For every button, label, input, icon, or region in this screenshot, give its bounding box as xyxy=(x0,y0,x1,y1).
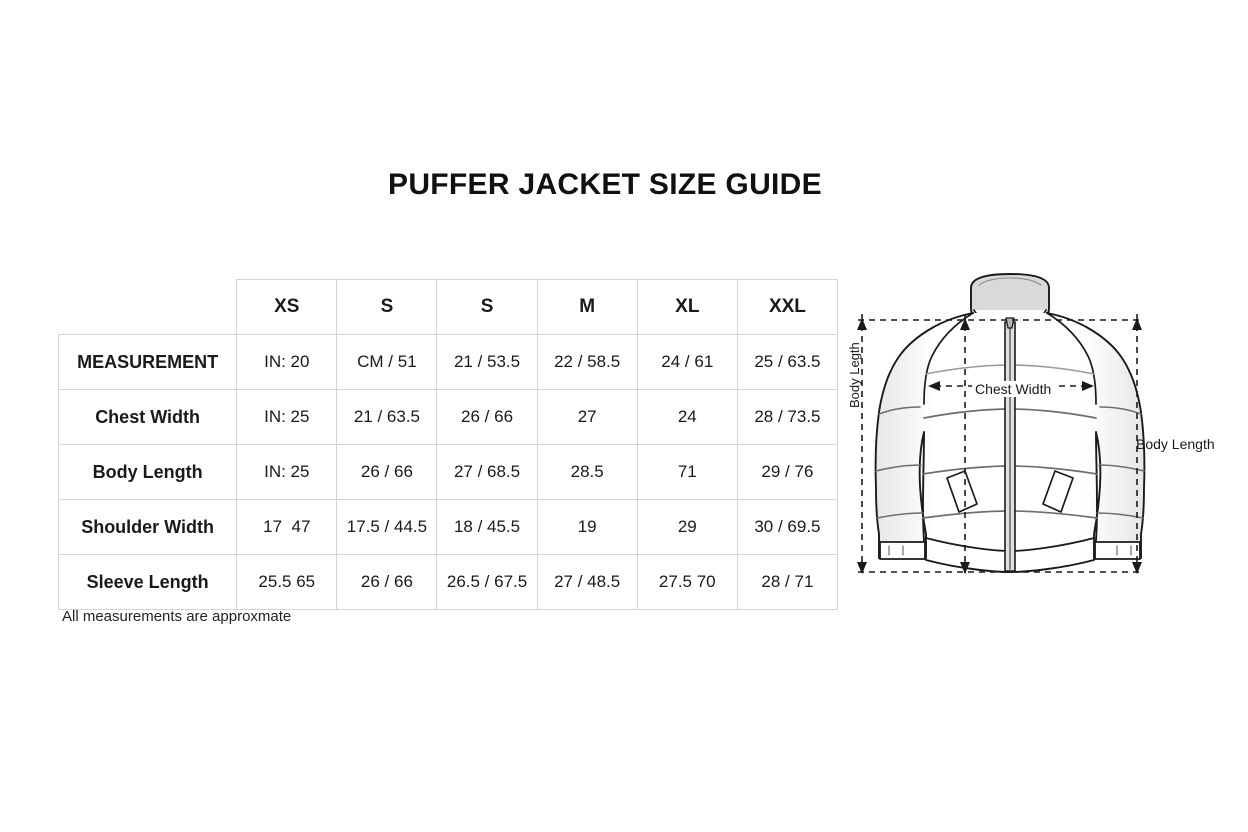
size-chart-table xyxy=(58,279,838,610)
column-header-s2: S xyxy=(437,280,537,335)
cell: 24 / 61 xyxy=(637,335,737,390)
chest-width-label: Chest Width xyxy=(972,381,1054,397)
cell: 29 / 76 xyxy=(737,445,837,500)
table-row xyxy=(59,390,838,445)
cell: 25.5 65 xyxy=(237,555,337,610)
column-header-blank xyxy=(59,280,237,335)
row-label-sleeve-length: Sleeve Length xyxy=(59,555,237,610)
cell: 21 / 53.5 xyxy=(437,335,537,390)
cell: IN: 25 xyxy=(237,390,337,445)
cell: 27.5 70 xyxy=(637,555,737,610)
cell: 30 / 69.5 xyxy=(737,500,837,555)
cell: 25 / 63.5 xyxy=(737,335,837,390)
cell: 18 / 45.5 xyxy=(437,500,537,555)
row-label-chest-width: Chest Width xyxy=(59,390,237,445)
cell: 21 / 63.5 xyxy=(337,390,437,445)
body-legth-label: Body Legth xyxy=(847,342,862,408)
page-title: PUFFER JACKET SIZE GUIDE xyxy=(388,168,822,201)
cell: 26 / 66 xyxy=(437,390,537,445)
cell: 27 / 68.5 xyxy=(437,445,537,500)
cell: IN: 20 xyxy=(237,335,337,390)
column-header-xs: XS xyxy=(237,280,337,335)
cell: 28.5 xyxy=(537,445,637,500)
row-label-measurement: MEASUREMENT xyxy=(59,335,237,390)
size-chart-container xyxy=(58,279,838,610)
cell: 26 / 66 xyxy=(337,445,437,500)
table-row xyxy=(59,555,838,610)
cell: 27 xyxy=(537,390,637,445)
cell: 27 / 48.5 xyxy=(537,555,637,610)
body-length-label: Body Length xyxy=(1136,436,1215,452)
row-label-body-length: Body Length xyxy=(59,445,237,500)
cell: 19 xyxy=(537,500,637,555)
cell: CM / 51 xyxy=(337,335,437,390)
table-row xyxy=(59,445,838,500)
cell: 28 / 73.5 xyxy=(737,390,837,445)
jacket-diagram xyxy=(840,266,1240,596)
column-header-xxl: XXL xyxy=(737,280,837,335)
table-row xyxy=(59,500,838,555)
row-label-shoulder-width: Shoulder Width xyxy=(59,500,237,555)
cell: 17 47 xyxy=(237,500,337,555)
footnote: All measurements are approxmate xyxy=(62,608,292,625)
table-header-row xyxy=(59,280,838,335)
column-header-xl: XL xyxy=(637,280,737,335)
cell: 26.5 / 67.5 xyxy=(437,555,537,610)
column-header-s1: S xyxy=(337,280,437,335)
table-row xyxy=(59,335,838,390)
cell: 29 xyxy=(637,500,737,555)
cell: IN: 25 xyxy=(237,445,337,500)
jacket-illustration xyxy=(876,274,1145,572)
cell: 24 xyxy=(637,390,737,445)
cell: 22 / 58.5 xyxy=(537,335,637,390)
cell: 26 / 66 xyxy=(337,555,437,610)
column-header-m: M xyxy=(537,280,637,335)
cell: 17.5 / 44.5 xyxy=(337,500,437,555)
cell: 28 / 71 xyxy=(737,555,837,610)
cell: 71 xyxy=(637,445,737,500)
